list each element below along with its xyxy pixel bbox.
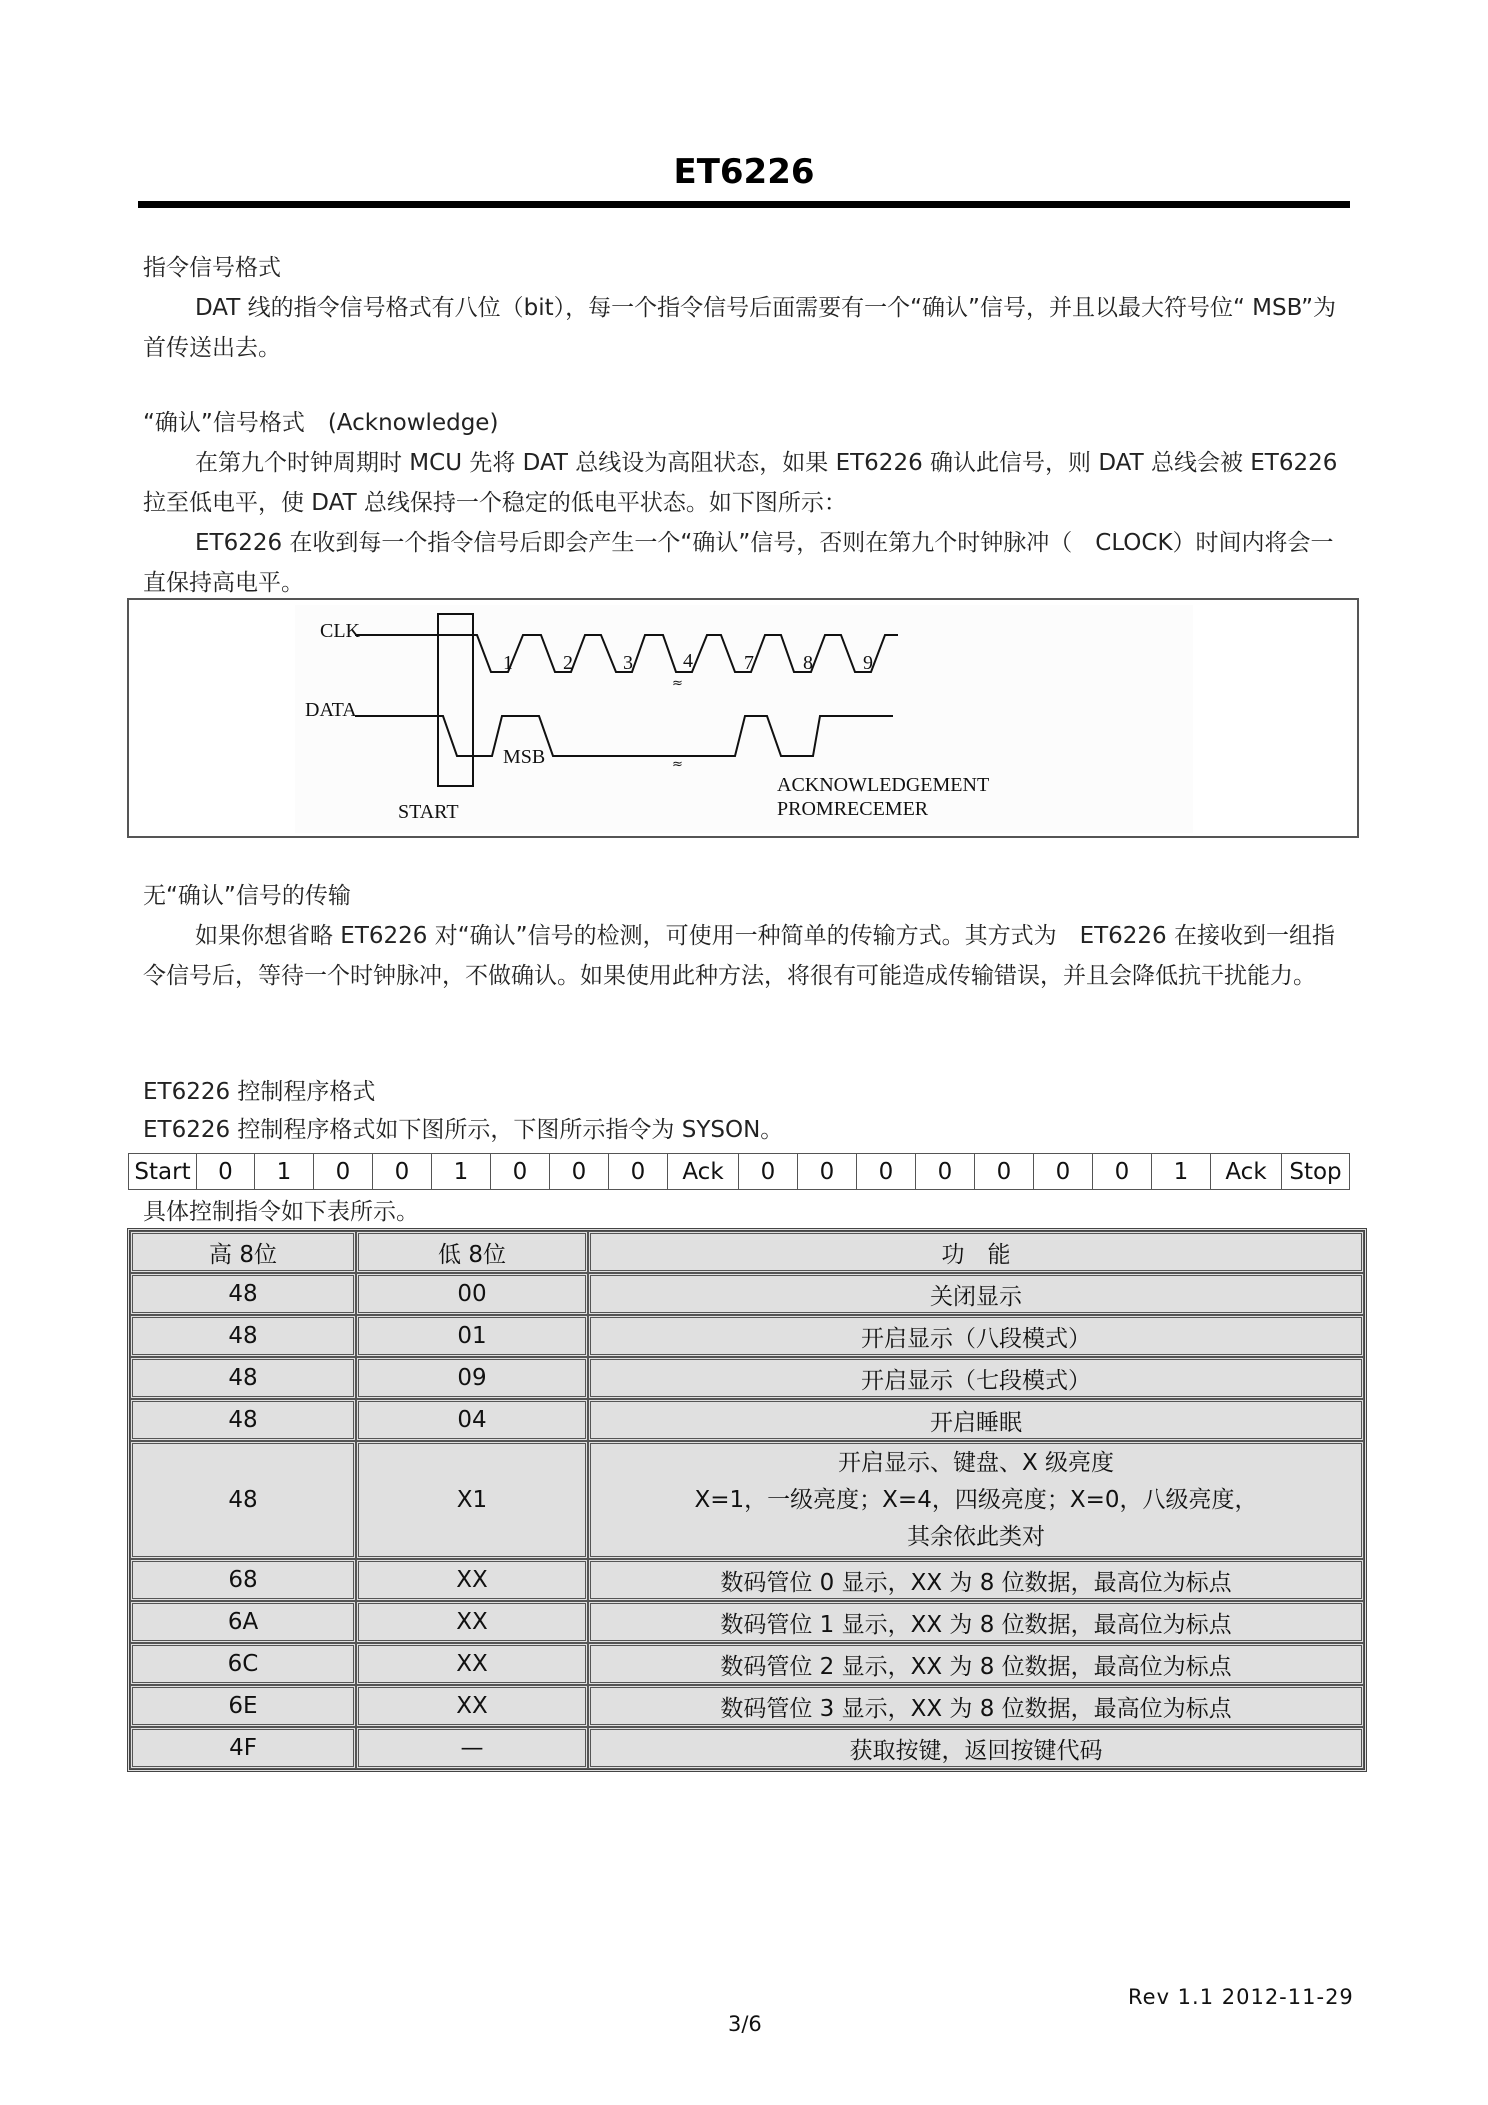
title-rule-divider <box>138 201 1350 208</box>
cell-function: 数码管位 0 显示，XX 为 8 位数据，最高位为标点 <box>588 1559 1364 1601</box>
bit-cell: 0 <box>857 1154 916 1190</box>
cell-high: 48 <box>130 1399 356 1441</box>
section-heading: 指令信号格式 <box>143 255 281 281</box>
cell-low: 00 <box>356 1273 588 1315</box>
cell-high: 6E <box>130 1685 356 1727</box>
function-line: 开启显示、键盘、X 级亮度 <box>837 1449 1115 1476</box>
ack-label-line2: PROMRECEMER <box>777 798 929 820</box>
section-heading: “确认”信号格式 (Acknowledge) <box>143 410 499 436</box>
bit-cell: 1 <box>432 1154 491 1190</box>
cell-function: 开启显示（七段模式） <box>588 1357 1364 1399</box>
cell-low: 01 <box>356 1315 588 1357</box>
cell-low: — <box>356 1727 588 1769</box>
cell-function: 开启显示（八段模式） <box>588 1315 1364 1357</box>
cell-high: 6A <box>130 1601 356 1643</box>
svg-text:≈: ≈ <box>672 757 683 772</box>
bit-cell: 0 <box>975 1154 1034 1190</box>
bit-cell: 0 <box>550 1154 609 1190</box>
function-line: X=1，一级亮度；X=4，四级亮度；X=0，八级亮度， <box>694 1486 1258 1513</box>
table-row <box>130 1357 1364 1399</box>
table-header-row <box>130 1231 1364 1273</box>
svg-text:3: 3 <box>623 652 633 674</box>
bit-cell: 0 <box>373 1154 432 1190</box>
bit-cell: Stop <box>1282 1154 1350 1190</box>
cell-high: 48 <box>130 1273 356 1315</box>
cell-function: 数码管位 1 显示，XX 为 8 位数据，最高位为标点 <box>588 1601 1364 1643</box>
bit-cell: 0 <box>197 1154 255 1190</box>
paragraph: 具体控制指令如下表所示。 <box>143 1199 419 1225</box>
svg-text:≈: ≈ <box>672 676 683 691</box>
table-row <box>130 1643 1364 1685</box>
paragraph: ET6226 控制程序格式如下图所示，下图所示指令为 SYSON。 <box>143 1117 784 1143</box>
cell-function: 关闭显示 <box>588 1273 1364 1315</box>
cell-low: XX <box>356 1643 588 1685</box>
section-heading: ET6226 控制程序格式 <box>143 1079 376 1105</box>
bit-cell: Ack <box>668 1154 739 1190</box>
bit-cell: 1 <box>255 1154 314 1190</box>
section-no-ack <box>143 876 1353 996</box>
cell-low: XX <box>356 1685 588 1727</box>
bit-sequence-table <box>128 1153 1350 1190</box>
bit-cell: 1 <box>1152 1154 1211 1190</box>
cell-high: 48 <box>130 1357 356 1399</box>
bit-cell: Ack <box>1211 1154 1282 1190</box>
data-label: DATA <box>305 699 357 721</box>
cell-function: 数码管位 2 显示，XX 为 8 位数据，最高位为标点 <box>588 1643 1364 1685</box>
bit-cell: Start <box>129 1154 197 1190</box>
svg-text:1: 1 <box>503 652 513 674</box>
page-title: ET6226 <box>673 152 815 192</box>
bit-cell: 0 <box>609 1154 668 1190</box>
cell-high: 68 <box>130 1559 356 1601</box>
section-heading: 无“确认”信号的传输 <box>143 883 351 909</box>
cell-low: 09 <box>356 1357 588 1399</box>
cell-function <box>588 1441 1364 1559</box>
cell-high: 4F <box>130 1727 356 1769</box>
bit-cell: 0 <box>491 1154 550 1190</box>
function-line: 其余依此类对 <box>907 1523 1045 1550</box>
column-header-low: 低 8位 <box>356 1231 588 1273</box>
table-row <box>130 1315 1364 1357</box>
cell-high: 48 <box>130 1315 356 1357</box>
msb-label: MSB <box>503 746 546 768</box>
bit-sequence-row <box>129 1154 1350 1190</box>
bit-cell: 0 <box>1034 1154 1093 1190</box>
paragraph: 如果你想省略 ET6226 对“确认”信号的检测，可使用一种简单的传输方式。其方式为 ET6226 在接收到一组指令信号后，等待一个时钟脉冲，不做确认。如果使用此种方法，将很有可能造成传输错误，并且会降低抗干扰能力。 <box>143 923 1335 989</box>
bit-cell: 0 <box>916 1154 975 1190</box>
clk-label: CLK <box>320 620 360 642</box>
cell-high: 48 <box>130 1441 356 1559</box>
bit-cell: 0 <box>739 1154 798 1190</box>
paragraph: DAT 线的指令信号格式有八位（bit），每一个指令信号后面需要有一个“确认”信号，并且以最大符号位“ MSB”为首传送出去。 <box>143 295 1337 361</box>
bit-cell: 0 <box>798 1154 857 1190</box>
timing-diagram <box>295 605 1193 833</box>
column-header-high: 高 8位 <box>130 1231 356 1273</box>
revision-date: Rev 1.1 2012-11-29 <box>1128 1985 1354 2009</box>
cell-function: 数码管位 3 显示，XX 为 8 位数据，最高位为标点 <box>588 1685 1364 1727</box>
bit-cell: 0 <box>314 1154 373 1190</box>
paragraph: ET6226 在收到每一个指令信号后即会产生一个“确认”信号，否则在第九个时钟脉冲（ CLOCK）时间内将会一直保持高电平。 <box>143 530 1334 596</box>
svg-text:4: 4 <box>683 650 693 672</box>
table-row <box>130 1559 1364 1601</box>
column-header-function: 功 能 <box>588 1231 1364 1273</box>
start-label: START <box>398 801 459 823</box>
table-row <box>130 1727 1364 1769</box>
svg-text:8: 8 <box>803 652 813 674</box>
control-command-table <box>127 1228 1367 1772</box>
cell-high: 6C <box>130 1643 356 1685</box>
ack-label-line1: ACKNOWLEDGEMENT <box>777 774 990 796</box>
table-row <box>130 1441 1364 1559</box>
page-number: 3/6 <box>728 2012 762 2036</box>
cell-low: XX <box>356 1559 588 1601</box>
section-ack-format <box>143 403 1353 603</box>
cell-function: 开启睡眠 <box>588 1399 1364 1441</box>
cell-function: 获取按键，返回按键代码 <box>588 1727 1364 1769</box>
svg-text:2: 2 <box>563 652 573 674</box>
cell-low: X1 <box>356 1441 588 1559</box>
table-row <box>130 1273 1364 1315</box>
svg-text:9: 9 <box>863 652 873 674</box>
table-row <box>130 1399 1364 1441</box>
svg-text:7: 7 <box>744 652 754 674</box>
table-row <box>130 1685 1364 1727</box>
cell-low: XX <box>356 1601 588 1643</box>
table-row <box>130 1601 1364 1643</box>
bit-cell: 0 <box>1093 1154 1152 1190</box>
section-command-format <box>143 248 1353 368</box>
table-intro <box>143 1193 1353 1231</box>
paragraph: 在第九个时钟周期时 MCU 先将 DAT 总线设为高阻状态，如果 ET6226 确认此信号，则 DAT 总线会被 ET6226 拉至低电平，使 DAT 总线保持一个稳定的低电平状态。如下图所示： <box>143 450 1338 516</box>
section-control-format <box>143 1073 1353 1149</box>
cell-low: 04 <box>356 1399 588 1441</box>
